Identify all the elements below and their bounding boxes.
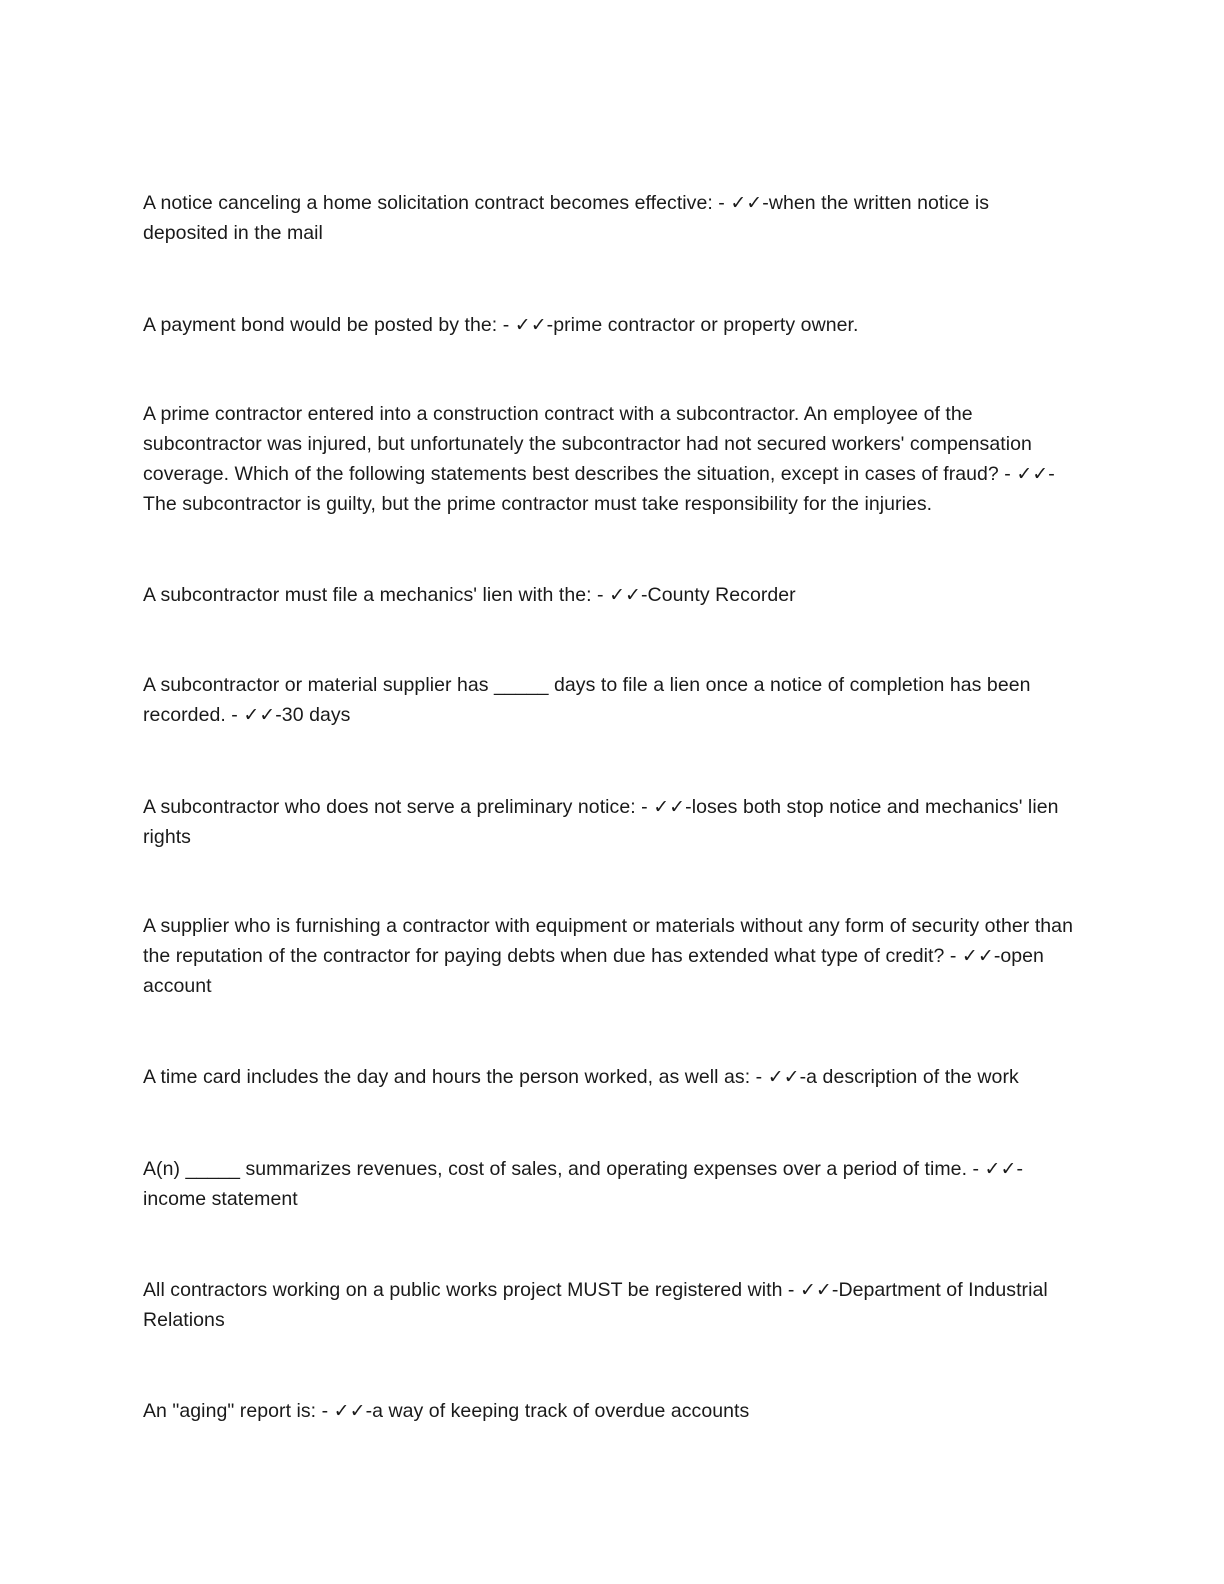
double-check-icon: ✓✓ [767, 1066, 800, 1088]
qa-item [143, 670, 1073, 730]
double-check-icon: ✓✓ [730, 192, 763, 214]
double-check-icon: ✓✓ [609, 584, 642, 606]
qa-item [143, 911, 1073, 1001]
qa-item [143, 792, 1073, 852]
answer-text: -a description of the work [799, 1066, 1019, 1088]
double-check-icon: ✓✓ [1016, 463, 1049, 485]
question-text: A subcontractor or material supplier has _____ days to file a lien once a notice of completion has been recorded. - [143, 674, 1031, 726]
qa-item [143, 188, 1073, 248]
qa-item [143, 1154, 1073, 1214]
answer-text: -prime contractor or property owner. [546, 314, 859, 336]
qa-item [143, 1275, 1073, 1335]
question-text: A prime contractor entered into a construction contract with a subcontractor. An employee of the subcontractor was injured, but unfortunately the subcontractor had not secured workers' compensation coverage. Which of the following statements best describes the situation, except in cases of fraud? - [143, 403, 1032, 485]
double-check-icon: ✓✓ [514, 314, 547, 336]
answer-text: -when the written notice is deposited in the mail [143, 192, 990, 244]
question-text: A time card includes the day and hours the person worked, as well as: - [143, 1066, 768, 1088]
answer-text: -Department of Industrial Relations [143, 1279, 1048, 1331]
qa-item [143, 1062, 1073, 1092]
question-text: A payment bond would be posted by the: - [143, 314, 515, 336]
answer-text: -County Recorder [641, 584, 796, 606]
double-check-icon: ✓✓ [653, 796, 686, 818]
qa-item [143, 1396, 1073, 1426]
double-check-icon: ✓✓ [243, 704, 276, 726]
answer-text: -income statement [143, 1158, 1024, 1210]
qa-item [143, 580, 1073, 610]
answer-text: -30 days [275, 704, 351, 726]
double-check-icon: ✓✓ [799, 1279, 832, 1301]
answer-text: -The subcontractor is guilty, but the prime contractor must take responsibility for the injuries. [143, 463, 1055, 515]
qa-item [143, 310, 1073, 340]
question-text: A notice canceling a home solicitation contract becomes effective: - [143, 192, 731, 214]
double-check-icon: ✓✓ [333, 1400, 366, 1422]
question-text: All contractors working on a public works project MUST be registered with - [143, 1279, 800, 1301]
question-text: A supplier who is furnishing a contractor with equipment or materials without any form of security other than the reputation of the contractor for paying debts when due has extended what type of credit? - [143, 915, 1073, 967]
question-text: A subcontractor must file a mechanics' lien with the: - [143, 584, 610, 606]
answer-text: -a way of keeping track of overdue accounts [365, 1400, 750, 1422]
answer-text: -loses both stop notice and mechanics' lien rights [143, 796, 1059, 848]
question-text: A(n) _____ summarizes revenues, cost of sales, and operating expenses over a period of time. - [143, 1158, 985, 1180]
question-text: A subcontractor who does not serve a preliminary notice: - [143, 796, 654, 818]
qa-item [143, 399, 1073, 519]
double-check-icon: ✓✓ [984, 1158, 1017, 1180]
double-check-icon: ✓✓ [961, 945, 994, 967]
question-text: An "aging" report is: - [143, 1400, 334, 1422]
answer-text: -open account [143, 945, 1044, 997]
